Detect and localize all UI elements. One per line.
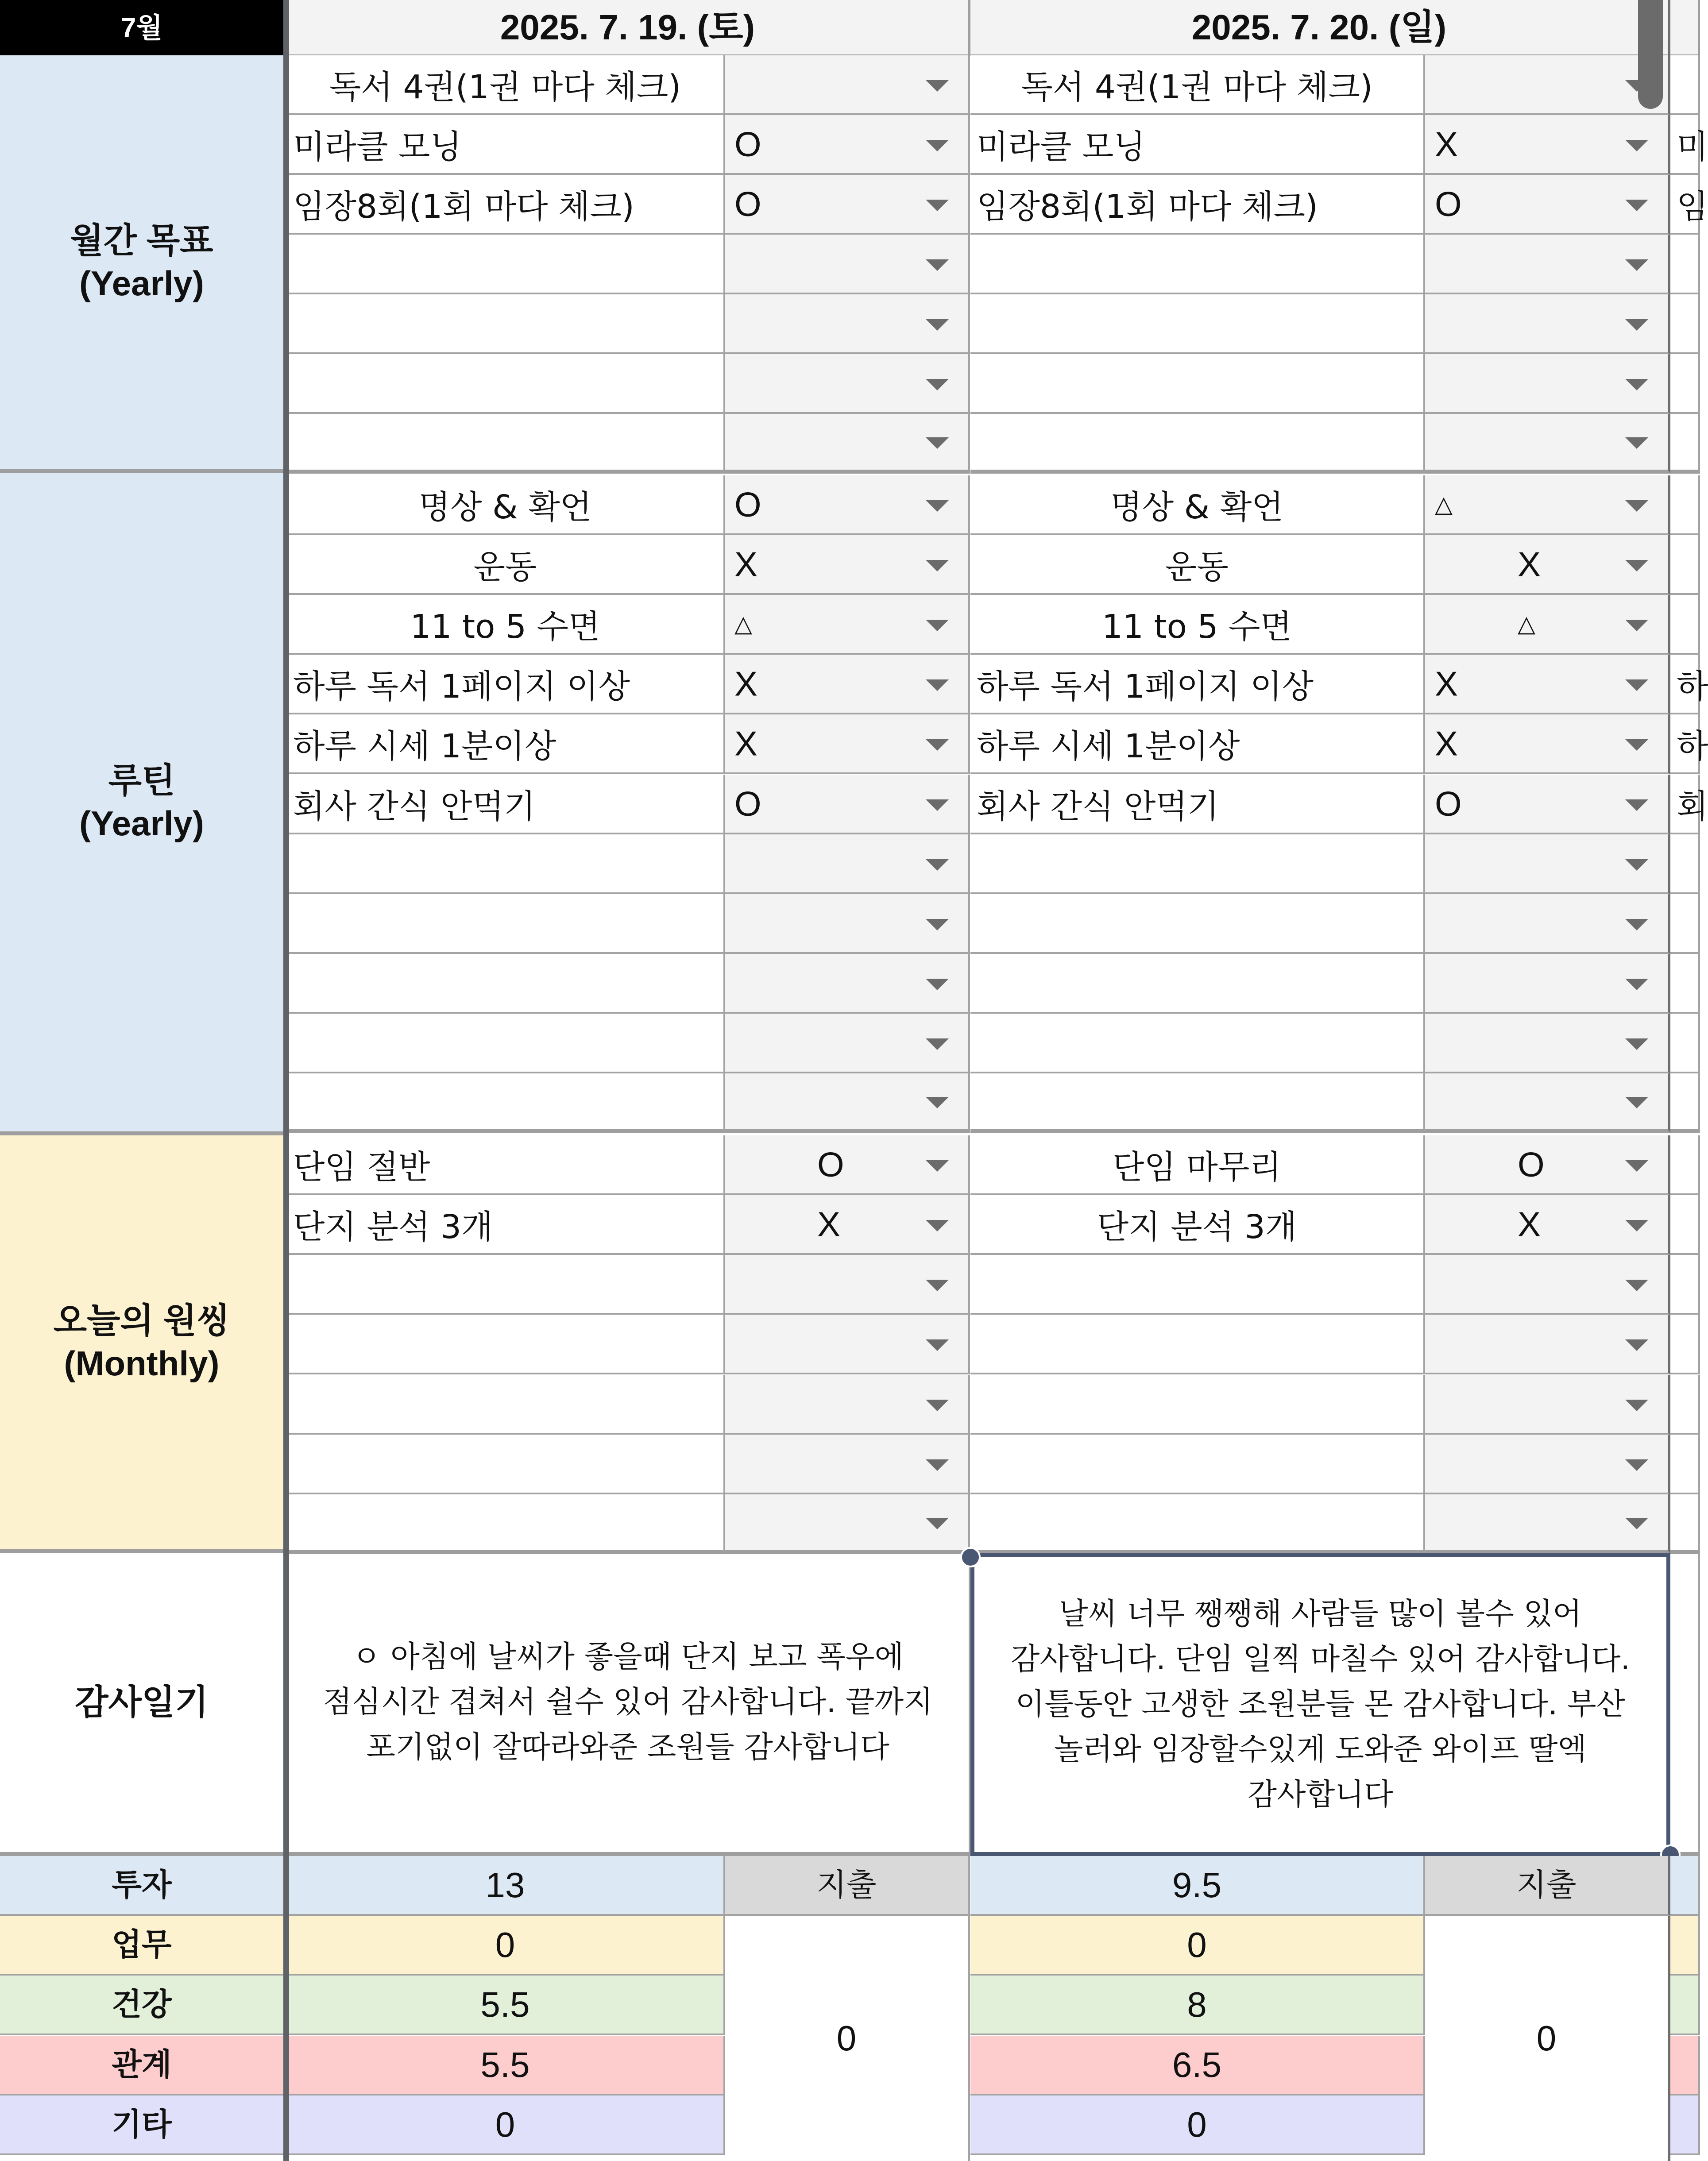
onething-item-cell[interactable] <box>287 1375 725 1435</box>
next-score-cell[interactable] <box>1670 1916 1700 1976</box>
status-mark: X <box>1518 1204 1541 1243</box>
dropdown-arrow-icon[interactable] <box>926 859 949 871</box>
gratitude-entry[interactable]: ㅇ 아침에 날씨가 좋을때 단지 보고 폭우에 점심시간 겹쳐서 쉴수 있어 감사합니다. 끝까지 포기없이 잘따라와준 조원들 감사합니다 <box>287 1553 970 1856</box>
gratitude-entry[interactable]: 날씨 너무 쨍쨍해 사람들 많이 볼수 있어 감사합니다. 단임 일찍 마칠수 있어 감사합니다. 이틀동안 고생한 조원분들 몬 감사합니다. 부산 놀러와 임장할수있게 도와준 와이프 딸엑 감사합니다 <box>970 1553 1670 1856</box>
score-label: 투자 <box>0 1856 283 1916</box>
routine-item-cell[interactable] <box>970 714 1425 774</box>
dropdown-arrow-icon[interactable] <box>1625 739 1648 751</box>
score-value[interactable]: 8 <box>970 1976 1425 2035</box>
goal-item-cell[interactable] <box>287 354 725 414</box>
expense-header: 지출 <box>725 1856 970 1916</box>
next-item-text: 하 <box>1677 667 1708 706</box>
onething-status-dropdown[interactable] <box>1425 1315 1670 1374</box>
status-mark: O <box>1435 784 1462 823</box>
routine-item-cell[interactable] <box>970 655 1425 714</box>
expense-header: 지출 <box>1425 1856 1670 1916</box>
section-label-text: 루틴 <box>108 760 175 800</box>
next-score-cell[interactable] <box>1670 2036 1700 2095</box>
onething-item-cell[interactable] <box>970 1494 1425 1554</box>
routine-item-text: 하루 독서 1페이지 이상 <box>293 667 630 706</box>
goal-item-cell[interactable] <box>287 115 725 175</box>
section-label-sub: (Yearly) <box>79 264 204 303</box>
dropdown-arrow-icon[interactable] <box>1625 1280 1648 1291</box>
onething-status-dropdown[interactable] <box>725 1315 970 1374</box>
routine-status-dropdown[interactable] <box>1425 775 1670 834</box>
routine-item-cell[interactable] <box>970 1073 1425 1133</box>
dropdown-arrow-icon[interactable] <box>926 437 949 449</box>
routine-status-dropdown[interactable] <box>725 595 970 655</box>
routine-item-cell[interactable] <box>287 595 725 655</box>
onething-status-dropdown[interactable] <box>725 1494 970 1554</box>
routine-item-cell[interactable] <box>287 655 725 714</box>
dropdown-arrow-icon[interactable] <box>926 560 949 571</box>
status-mark: X <box>1518 544 1541 583</box>
routine-item-text: 11 to 5 수면 <box>1101 607 1292 646</box>
onething-item-cell[interactable] <box>287 1195 725 1255</box>
dropdown-arrow-icon[interactable] <box>1625 679 1648 691</box>
onething-next-cell[interactable] <box>1670 1494 1700 1554</box>
dropdown-arrow-icon[interactable] <box>1625 437 1648 449</box>
date-header[interactable]: 2025. 7. 19. (토) <box>287 0 970 56</box>
routine-item-cell[interactable] <box>287 775 725 834</box>
goal-next-cell[interactable] <box>1670 414 1700 474</box>
onething-item-cell[interactable] <box>287 1315 725 1374</box>
routine-item-text: 운동 <box>1165 548 1229 586</box>
routine-item-text: 하루 시세 1분이상 <box>977 727 1240 765</box>
onething-status-dropdown[interactable] <box>1425 1494 1670 1554</box>
routine-item-cell[interactable] <box>970 475 1425 535</box>
status-mark: X <box>734 664 758 703</box>
next-score-cell[interactable] <box>1670 1856 1700 1916</box>
dropdown-arrow-icon[interactable] <box>1625 140 1648 151</box>
routine-item-text: 명상 & 확언 <box>1110 488 1283 526</box>
dropdown-arrow-icon[interactable] <box>1625 979 1648 990</box>
gratitude-next[interactable] <box>1670 1553 1700 1856</box>
dropdown-arrow-icon[interactable] <box>1625 560 1648 571</box>
goal-status-dropdown[interactable] <box>725 354 970 414</box>
goal-status-dropdown[interactable] <box>725 414 970 474</box>
section-label-sub: (Monthly) <box>64 1344 220 1383</box>
onething-item-cell[interactable] <box>287 1494 725 1554</box>
goal-status-dropdown[interactable] <box>725 235 970 294</box>
onething-status-dropdown[interactable] <box>725 1435 970 1494</box>
goal-status-dropdown[interactable] <box>1425 235 1670 294</box>
onething-item-cell[interactable] <box>970 1255 1425 1315</box>
status-mark: X <box>734 724 758 763</box>
next-date-header[interactable] <box>1670 0 1700 56</box>
status-mark: O <box>1435 184 1462 223</box>
status-mark: O <box>734 124 761 163</box>
onething-item-cell[interactable] <box>970 1435 1425 1494</box>
dropdown-arrow-icon[interactable] <box>926 799 949 811</box>
onething-item-cell[interactable] <box>287 1135 725 1195</box>
dropdown-arrow-icon[interactable] <box>1625 1400 1648 1411</box>
routine-status-dropdown[interactable] <box>1425 655 1670 714</box>
routine-next-cell[interactable] <box>1670 834 1700 894</box>
routine-item-cell[interactable] <box>970 894 1425 954</box>
goal-item-cell[interactable] <box>287 175 725 235</box>
goal-next-cell[interactable] <box>1670 354 1700 414</box>
onething-status-dropdown[interactable] <box>1425 1435 1670 1494</box>
routine-item-cell[interactable] <box>970 535 1425 595</box>
goal-next-cell[interactable] <box>1670 175 1708 235</box>
goal-item-cell[interactable] <box>287 294 725 354</box>
dropdown-arrow-icon[interactable] <box>1625 379 1648 390</box>
next-score-cell[interactable] <box>1670 2095 1700 2155</box>
routine-status-dropdown[interactable] <box>725 1014 970 1073</box>
goal-item-cell[interactable] <box>287 55 725 115</box>
routine-next-cell[interactable] <box>1670 954 1700 1014</box>
routine-status-dropdown[interactable] <box>1425 475 1670 535</box>
dropdown-arrow-icon[interactable] <box>926 1400 949 1411</box>
goal-status-dropdown[interactable] <box>725 55 970 115</box>
routine-status-dropdown[interactable] <box>1425 714 1670 774</box>
routine-status-dropdown[interactable] <box>1425 954 1670 1014</box>
routine-status-dropdown[interactable] <box>725 535 970 595</box>
dropdown-arrow-icon[interactable] <box>926 1280 949 1291</box>
routine-item-cell[interactable] <box>970 834 1425 894</box>
routine-next-cell[interactable] <box>1670 1014 1700 1073</box>
next-item-text: 미 <box>1677 127 1708 166</box>
score-label: 업무 <box>0 1916 283 1976</box>
routine-item-cell[interactable] <box>287 535 725 595</box>
onething-next-cell[interactable] <box>1670 1135 1700 1195</box>
routine-next-cell[interactable] <box>1670 894 1700 954</box>
onething-status-dropdown[interactable] <box>725 1195 970 1255</box>
routine-next-cell[interactable] <box>1670 775 1708 834</box>
goal-next-cell[interactable] <box>1670 294 1700 354</box>
goal-status-dropdown[interactable] <box>1425 354 1670 414</box>
section-label-monthly_goal <box>0 55 283 473</box>
routine-status-dropdown[interactable] <box>1425 834 1670 894</box>
score-value[interactable]: 0 <box>970 2095 1425 2155</box>
onething-status-dropdown[interactable] <box>1425 1255 1670 1315</box>
status-mark: △ <box>1435 491 1453 517</box>
dropdown-arrow-icon[interactable] <box>1625 799 1648 811</box>
section-label-routine <box>0 473 283 1135</box>
dropdown-arrow-icon[interactable] <box>926 200 949 211</box>
goal-item-cell[interactable] <box>287 235 725 294</box>
routine-item-text: 운동 <box>473 548 537 586</box>
dropdown-arrow-icon[interactable] <box>1625 500 1648 512</box>
routine-item-text: 회사 간식 안먹기 <box>293 787 536 826</box>
routine-status-dropdown[interactable] <box>1425 1014 1670 1073</box>
onething-item-text: 단지 분석 3개 <box>293 1208 493 1246</box>
section-label-one_thing <box>0 1135 283 1553</box>
dropdown-arrow-icon[interactable] <box>926 1220 949 1231</box>
routine-item-text: 명상 & 확언 <box>418 488 592 526</box>
score-value[interactable]: 0 <box>287 2095 725 2155</box>
status-mark: O <box>817 1145 844 1184</box>
dropdown-arrow-icon[interactable] <box>1625 1339 1648 1351</box>
routine-status-dropdown[interactable] <box>725 775 970 834</box>
goal-status-dropdown[interactable] <box>1425 294 1670 354</box>
goal-item-text: 임장8회(1회 마다 체크) <box>977 187 1318 226</box>
routine-next-cell[interactable] <box>1670 535 1700 595</box>
goal-status-dropdown[interactable] <box>725 294 970 354</box>
goal-item-text: 미라클 모닝 <box>977 127 1145 166</box>
onething-item-text: 단지 분석 3개 <box>1097 1208 1297 1246</box>
onething-status-dropdown[interactable] <box>1425 1195 1670 1255</box>
routine-status-dropdown[interactable] <box>725 894 970 954</box>
score-label: 건강 <box>0 1976 283 2035</box>
goal-item-cell[interactable] <box>970 414 1425 474</box>
routine-status-dropdown[interactable] <box>1425 1073 1670 1133</box>
dropdown-arrow-icon[interactable] <box>1625 1220 1648 1231</box>
routine-item-cell[interactable] <box>970 775 1425 834</box>
expense-value[interactable]: 0 <box>725 1916 970 2161</box>
routine-item-cell[interactable] <box>287 1014 725 1073</box>
routine-next-cell[interactable] <box>1670 475 1700 535</box>
routine-item-cell[interactable] <box>287 475 725 535</box>
routine-item-text: 회사 간식 안먹기 <box>977 787 1219 826</box>
status-mark: X <box>734 544 758 583</box>
routine-item-text: 하루 독서 1페이지 이상 <box>977 667 1314 706</box>
routine-item-cell[interactable] <box>287 1073 725 1133</box>
routine-next-cell[interactable] <box>1670 595 1700 655</box>
dropdown-arrow-icon[interactable] <box>926 679 949 691</box>
next-score-cell[interactable] <box>1670 1976 1700 2035</box>
goal-item-cell[interactable] <box>970 175 1425 235</box>
goal-item-text: 독서 4권(1권 마다 체크) <box>329 68 681 106</box>
routine-item-cell[interactable] <box>970 595 1425 655</box>
routine-status-dropdown[interactable] <box>725 834 970 894</box>
onething-status-dropdown[interactable] <box>725 1135 970 1195</box>
next-item-text: 회 <box>1677 787 1708 826</box>
goal-status-dropdown[interactable] <box>1425 175 1670 235</box>
goal-item-cell[interactable] <box>970 235 1425 294</box>
goal-item-cell[interactable] <box>970 55 1425 115</box>
score-value[interactable]: 0 <box>970 1916 1425 1976</box>
routine-item-cell[interactable] <box>287 954 725 1014</box>
score-value[interactable]: 13 <box>287 1856 725 1916</box>
routine-item-text: 하루 시세 1분이상 <box>293 727 556 765</box>
dropdown-arrow-icon[interactable] <box>926 379 949 390</box>
goal-item-cell[interactable] <box>970 294 1425 354</box>
selection-handle-icon[interactable] <box>960 1547 981 1567</box>
routine-status-dropdown[interactable] <box>725 954 970 1014</box>
onething-item-text: 단임 절반 <box>293 1148 430 1186</box>
dropdown-arrow-icon[interactable] <box>1625 200 1648 211</box>
score-value[interactable]: 9.5 <box>970 1856 1425 1916</box>
onething-next-cell[interactable] <box>1670 1315 1700 1374</box>
status-mark: X <box>817 1204 841 1243</box>
dropdown-arrow-icon[interactable] <box>1625 1518 1648 1529</box>
next-item-text: 임 <box>1677 187 1708 226</box>
dropdown-arrow-icon[interactable] <box>926 1038 949 1050</box>
routine-item-text: 11 to 5 수면 <box>410 607 600 646</box>
goal-status-dropdown[interactable] <box>1425 115 1670 175</box>
routine-item-cell[interactable] <box>287 834 725 894</box>
routine-item-cell[interactable] <box>287 894 725 954</box>
section-label-text: 오늘의 원씽 <box>53 1300 230 1340</box>
goal-next-cell[interactable] <box>1670 55 1700 115</box>
dropdown-arrow-icon[interactable] <box>926 1339 949 1351</box>
dropdown-arrow-icon[interactable] <box>1625 1459 1648 1471</box>
score-value[interactable]: 5.5 <box>287 1976 725 2035</box>
dropdown-arrow-icon[interactable] <box>1625 1160 1648 1172</box>
status-mark: △ <box>1518 611 1535 637</box>
status-mark: O <box>1518 1145 1545 1184</box>
dropdown-arrow-icon[interactable] <box>1625 859 1648 871</box>
date-header[interactable]: 2025. 7. 20. (일) <box>970 0 1670 56</box>
onething-item-cell[interactable] <box>287 1255 725 1315</box>
routine-status-dropdown[interactable] <box>1425 595 1670 655</box>
dropdown-arrow-icon[interactable] <box>926 140 949 151</box>
onething-status-dropdown[interactable] <box>1425 1135 1670 1195</box>
section-label-text: 월간 목표 <box>70 220 213 260</box>
status-mark: X <box>1435 124 1458 163</box>
dropdown-arrow-icon[interactable] <box>926 1097 949 1108</box>
dropdown-arrow-icon[interactable] <box>1625 620 1648 631</box>
goal-next-cell[interactable] <box>1670 235 1700 294</box>
dropdown-arrow-icon[interactable] <box>926 620 949 631</box>
goal-status-dropdown[interactable] <box>725 175 970 235</box>
status-mark: O <box>734 184 761 223</box>
routine-item-cell[interactable] <box>287 714 725 774</box>
goal-item-text: 미라클 모닝 <box>293 127 462 166</box>
dropdown-arrow-icon[interactable] <box>926 979 949 990</box>
section-label-gratitude: 감사일기 <box>0 1553 283 1856</box>
goal-status-dropdown[interactable] <box>1425 414 1670 474</box>
dropdown-arrow-icon[interactable] <box>926 259 949 271</box>
dropdown-arrow-icon[interactable] <box>926 919 949 930</box>
goal-status-dropdown[interactable] <box>1425 55 1670 115</box>
onething-item-cell[interactable] <box>970 1315 1425 1374</box>
routine-status-dropdown[interactable] <box>725 714 970 774</box>
goal-item-text: 독서 4권(1권 마다 체크) <box>1021 68 1373 106</box>
score-label: 기타 <box>0 2095 283 2155</box>
status-mark: O <box>734 485 761 524</box>
dropdown-arrow-icon[interactable] <box>926 80 949 92</box>
score-value[interactable]: 5.5 <box>287 2036 725 2095</box>
dropdown-arrow-icon[interactable] <box>1625 919 1648 930</box>
dropdown-arrow-icon[interactable] <box>926 1518 949 1529</box>
section-label-sub: (Yearly) <box>79 804 204 843</box>
goal-item-cell[interactable] <box>970 354 1425 414</box>
onething-next-cell[interactable] <box>1670 1255 1700 1315</box>
routine-status-dropdown[interactable] <box>1425 535 1670 595</box>
routine-item-cell[interactable] <box>970 954 1425 1014</box>
status-mark: △ <box>734 611 752 637</box>
dropdown-arrow-icon[interactable] <box>926 1459 949 1471</box>
score-value[interactable]: 6.5 <box>970 2036 1425 2095</box>
dropdown-arrow-icon[interactable] <box>926 500 949 512</box>
onething-next-cell[interactable] <box>1670 1435 1700 1494</box>
onething-next-cell[interactable] <box>1670 1375 1700 1435</box>
dropdown-arrow-icon[interactable] <box>926 739 949 751</box>
routine-status-dropdown[interactable] <box>725 475 970 535</box>
goal-item-cell[interactable] <box>287 414 725 474</box>
routine-next-cell[interactable] <box>1670 714 1708 774</box>
onething-next-cell[interactable] <box>1670 1195 1700 1255</box>
vertical-scrollbar-thumb[interactable] <box>1638 0 1663 109</box>
dropdown-arrow-icon[interactable] <box>926 1160 949 1172</box>
routine-item-cell[interactable] <box>970 1014 1425 1073</box>
routine-next-cell[interactable] <box>1670 1073 1700 1133</box>
onething-item-cell[interactable] <box>970 1135 1425 1195</box>
routine-status-dropdown[interactable] <box>725 1073 970 1133</box>
routine-next-cell[interactable] <box>1670 655 1708 714</box>
onething-item-cell[interactable] <box>970 1375 1425 1435</box>
onething-item-cell[interactable] <box>970 1195 1425 1255</box>
onething-status-dropdown[interactable] <box>725 1375 970 1435</box>
goal-status-dropdown[interactable] <box>725 115 970 175</box>
frozen-column-divider[interactable] <box>283 0 289 2161</box>
onething-item-text: 단임 마무리 <box>1113 1148 1281 1186</box>
dropdown-arrow-icon[interactable] <box>926 319 949 331</box>
dropdown-arrow-icon[interactable] <box>1625 1097 1648 1108</box>
goal-item-text: 임장8회(1회 마다 체크) <box>293 187 634 226</box>
onething-status-dropdown[interactable] <box>1425 1375 1670 1435</box>
score-label: 관계 <box>0 2036 283 2095</box>
dropdown-arrow-icon[interactable] <box>1625 319 1648 331</box>
score-value[interactable]: 0 <box>287 1916 725 1976</box>
status-mark: O <box>734 784 761 823</box>
next-item-text: 하 <box>1677 727 1708 765</box>
goal-item-cell[interactable] <box>970 115 1425 175</box>
status-mark: X <box>1435 724 1458 763</box>
expense-value[interactable]: 0 <box>1425 1916 1670 2161</box>
month-label: 7월 <box>0 0 283 56</box>
routine-status-dropdown[interactable] <box>1425 894 1670 954</box>
goal-next-cell[interactable] <box>1670 115 1708 175</box>
dropdown-arrow-icon[interactable] <box>1625 1038 1648 1050</box>
status-mark: X <box>1435 664 1458 703</box>
onething-status-dropdown[interactable] <box>725 1255 970 1315</box>
onething-item-cell[interactable] <box>287 1435 725 1494</box>
dropdown-arrow-icon[interactable] <box>1625 259 1648 271</box>
routine-status-dropdown[interactable] <box>725 655 970 714</box>
